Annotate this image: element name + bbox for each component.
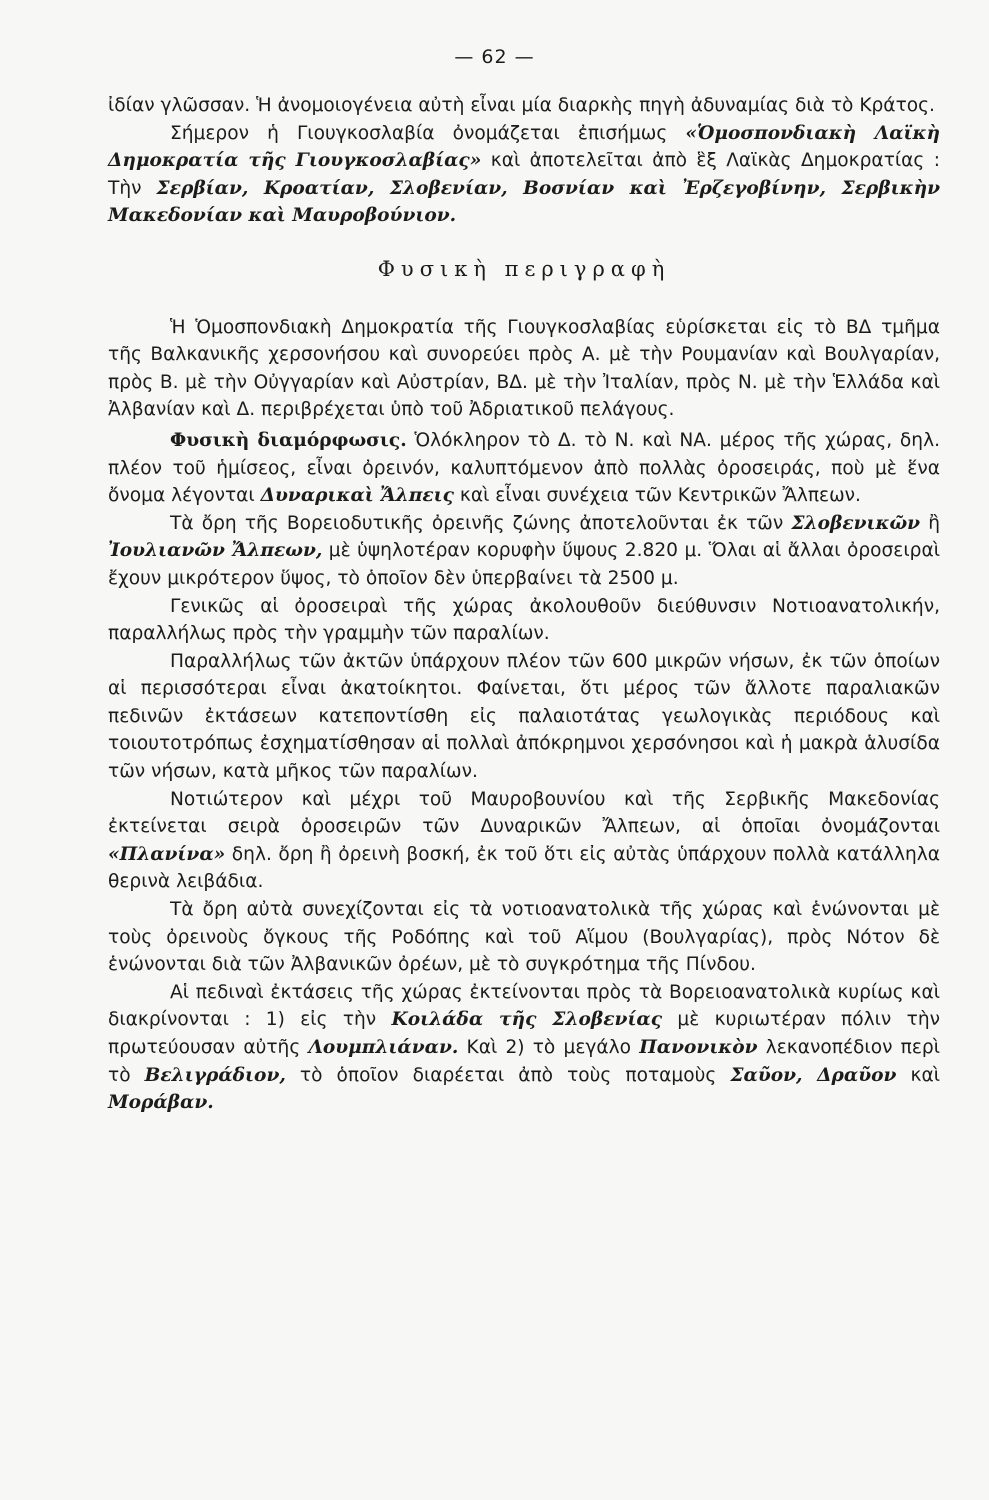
paragraph bbox=[108, 786, 940, 896]
subheading-inline: Φυσικὴ διαμόρφωσις. bbox=[170, 429, 407, 451]
text-run: Ὁλόκληρον τὸ Δ. τὸ Ν. καὶ ΝΑ. μέρος τῆς χώρας, δηλ. πλέον τοῦ ἡμίσεος, εἶναι ὀρεινόν, καλυπτόμενον ἀπὸ πολλὰς ὀροσειράς, ποὺ μὲ ἕνα ὄνομα λέγονται bbox=[108, 429, 940, 507]
text-run: Νοτιώτερον καὶ μέχρι τοῦ Μαυροβουνίου καὶ τῆς Σερβικῆς Μακεδονίας ἐκτείνεται σειρὰ ὀροσειρῶν τῶν Δυναρικῶν Ἄλπεων, αἱ ὁποῖαι ὀνομάζονται bbox=[108, 788, 940, 838]
text-run: δηλ. ὄρη ἢ ὀρεινὴ βοσκή, ἐκ τοῦ ὅτι εἰς αὐτὰς ὑπάρχουν πολλὰ κατάλληλα θερινὰ λειβάδια. bbox=[108, 843, 940, 893]
text-run: καὶ εἶναι συνέχεια τῶν Κεντρικῶν Ἄλπεων. bbox=[453, 485, 861, 507]
text-run-emphasis: Κοιλάδα τῆς Σλοβενίας bbox=[391, 1009, 663, 1031]
text-run-emphasis: Μοράβαν. bbox=[108, 1092, 214, 1114]
text-run: καὶ ἀποτελεῖται ἀπὸ ἓξ Λαϊκὰς Δημοκρατίας : Τὴν bbox=[108, 150, 940, 199]
text-run-emphasis: Σαῦον, Δραῦον bbox=[730, 1064, 897, 1086]
paragraph: Παραλλήλως τῶν ἀκτῶν ὑπάρχουν πλέον τῶν 600 μικρῶν νήσων, ἐκ τῶν ὁποίων αἱ περισσότεραι εἶναι ἀκατοίκητοι. Φαίνεται, ὅτι μέρος τῶν ἄλλοτε παραλιακῶν πεδινῶν ἐκτάσεων κατεποντίσθη εἰς παλαιοτάτας γεωλογικὰς περιόδους καὶ τοιουτοτρόπως ἐσχηματίσθησαν αἱ πολλαὶ ἀπόκρημνοι χερσόνησοι καὶ ἡ μακρὰ ἁλυσίδα τῶν νήσων, κατὰ μῆκος τῶν παραλίων. bbox=[108, 650, 940, 783]
paragraph bbox=[108, 510, 940, 593]
text-run-emphasis: Σλοβενικῶν bbox=[791, 512, 921, 534]
paragraph bbox=[108, 120, 940, 230]
paragraph bbox=[108, 979, 940, 1117]
text-run: Καὶ 2) τὸ μεγάλο bbox=[458, 1037, 640, 1058]
text-run-emphasis: «Ὁμοσπονδιακὴ Λαϊκὴ Δημοκρατία τῆς Γιουγκοσλαβίας» bbox=[108, 122, 940, 172]
text-run-emphasis: Δυναρικαὶ Ἄλπεις bbox=[260, 485, 454, 507]
text-run-emphasis: Βελιγράδιον, bbox=[144, 1064, 286, 1086]
paragraph bbox=[108, 427, 940, 510]
text-run: Αἱ πεδιναὶ ἐκτάσεις τῆς χώρας ἐκτείνονται πρὸς τὰ Βορειοανατολικὰ κυρίως καὶ διακρίνονται : 1) εἰς τὴν bbox=[108, 981, 940, 1031]
page-number: — 62 — bbox=[454, 46, 535, 68]
paragraph: Γενικῶς αἱ ὀροσειραὶ τῆς χώρας ἀκολουθοῦν διεύθυνσιν Νοτιοανατολικήν, παραλλήλως πρὸς τὴν γραμμὴν τῶν παραλίων. bbox=[108, 595, 940, 645]
text-run: μὲ κυριωτέραν πόλιν τὴν πρωτεύουσαν αὐτῆς bbox=[108, 1009, 941, 1058]
text-run: Τὰ ὄρη τῆς Βορειοδυτικῆς ὀρεινῆς ζώνης ἀποτελοῦνται ἐκ τῶν bbox=[170, 512, 792, 534]
text-run: ἢ bbox=[920, 512, 941, 534]
text-run-emphasis: Λουμπλιάναν. bbox=[308, 1037, 459, 1058]
text-run: καὶ bbox=[896, 1064, 941, 1086]
text-run: λεκανοπέδιον περὶ τὸ bbox=[108, 1037, 940, 1086]
paragraph: Ἡ Ὁμοσπονδιακὴ Δημοκρατία τῆς Γιουγκοσλαβίας εὑρίσκεται εἰς τὸ ΒΔ τμῆμα τῆς Βαλκανικῆς χερσονήσου καὶ συνορεύει πρὸς Α. μὲ τὴν Ρουμανίαν καὶ Βουλγαρίαν, πρὸς Β. μὲ τὴν Οὐγγαρίαν καὶ Αὐστρίαν, ΒΔ. μὲ τὴν Ἰταλίαν, πρὸς Ν. μὲ τὴν Ἑλλάδα καὶ Ἀλβανίαν καὶ Δ. περιβρέχεται ὑπὸ τοῦ Ἀδριατικοῦ πελάγους. bbox=[108, 316, 940, 421]
paragraph: Τὰ ὄρη αὐτὰ συνεχίζονται εἰς τὰ νοτιοανατολικὰ τῆς χώρας καὶ ἑνώνονται μὲ τοὺς ὀρεινοὺς ὄγκους τῆς Ροδόπης καὶ τοῦ Αἵμου (Βουλγαρίας), πρὸς Νότον δὲ ἑνώνονται διὰ τῶν Ἀλβανικῶν ὀρέων, μὲ τὸ συγκρότημα τῆς Πίνδου. bbox=[108, 899, 940, 976]
section-title: Φυσικὴ περιγραφὴ bbox=[377, 256, 671, 281]
paragraph: ἰδίαν γλῶσσαν. Ἡ ἀνομοιογένεια αὐτὴ εἶναι μία διαρκὴς πηγὴ ἀδυναμίας διὰ τὸ Κράτος. bbox=[108, 95, 935, 116]
text-run: μὲ ὑψηλοτέραν κορυφὴν ὕψους 2.820 μ. Ὅλαι αἱ ἄλλαι ὀροσειραὶ ἔχουν μικρότερον ὕψος, τὸ ὁποῖον δὲν ὑπερβαίνει τὰ 2500 μ. bbox=[108, 540, 940, 589]
text-run-emphasis: Πανονικὸν bbox=[639, 1037, 758, 1058]
body-text bbox=[108, 92, 940, 1117]
text-run-emphasis: Σερβίαν, Κροατίαν, Σλοβενίαν, Βοσνίαν καὶ Ἐρζεγοβίνην, Σερβικὴν Μακεδονίαν καὶ Μαυροβούνιον. bbox=[108, 177, 940, 227]
text-run-emphasis: «Πλανίνα» bbox=[108, 843, 226, 865]
text-run: Σήμερον ἡ Γιουγκοσλαβία ὀνομάζεται ἐπισήμως bbox=[170, 122, 686, 144]
text-run: τὸ ὁποῖον διαρέεται ἀπὸ τοὺς ποταμοὺς bbox=[285, 1064, 731, 1086]
text-run-emphasis: Ἰουλιανῶν Ἄλπεων, bbox=[108, 540, 323, 562]
